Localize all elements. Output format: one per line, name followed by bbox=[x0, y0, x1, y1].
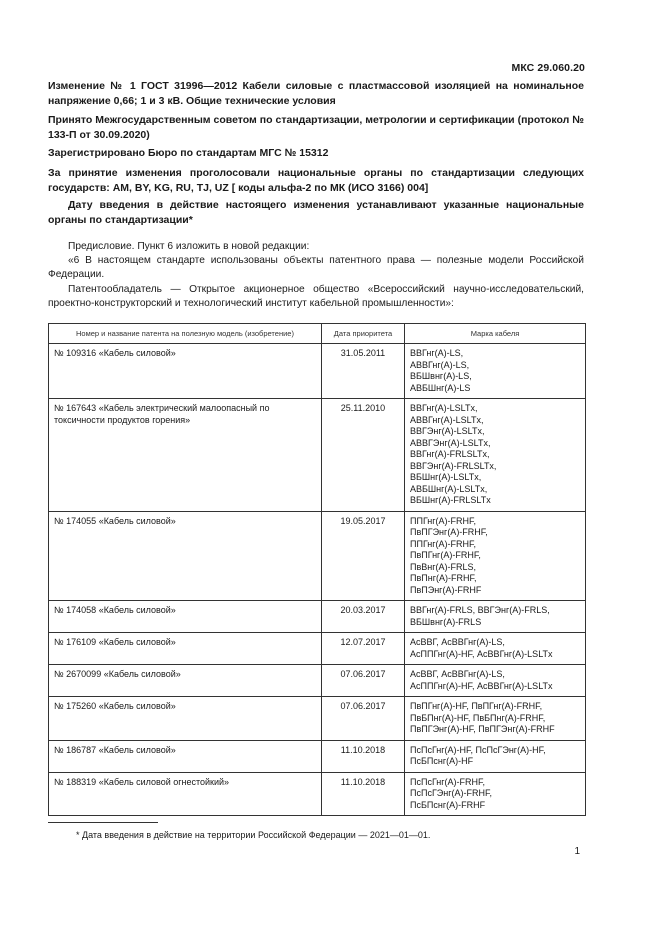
cable-brand: АВВГнг(А)-LS, bbox=[410, 359, 470, 370]
table-row bbox=[49, 601, 586, 633]
table-row bbox=[49, 697, 586, 741]
priority-date-cell: 19.05.2017 bbox=[322, 511, 405, 601]
cable-brand: ВВГЭнг(А)-LSLTx, bbox=[410, 426, 485, 436]
cable-brand: АсВВГ, АсВВГнг(А)-LS, bbox=[410, 669, 505, 679]
cable-brand: ПвПГнг(А)-FRHF, bbox=[410, 550, 481, 560]
voting-statement: За принятие изменения проголосовали национальные органы по стандартизации следующих государств: AM, BY, KG, RU, TJ, UZ [ коды альфа-2 по МК (ИСО 3166) 004] bbox=[48, 167, 584, 194]
cable-brand: ПвВнг(А)-FRLS, bbox=[410, 561, 477, 572]
footnote: * Дата введения в действие на территории Российской Федерации — 2021—01—01. bbox=[76, 830, 431, 840]
cable-brand-cell bbox=[405, 344, 586, 399]
cable-brand: ПвПГЭнг(А)-HF, ПвПГЭнг(А)-FRHF bbox=[410, 724, 555, 734]
patents-table bbox=[48, 323, 586, 816]
cable-brand: АВБШнг(А)-LSLTx, bbox=[410, 483, 488, 494]
table-header-row bbox=[49, 324, 586, 344]
cable-brand: ПсПсГнг(А)-HF, ПсПсГЭнг(А)-HF, bbox=[410, 744, 546, 755]
priority-date-cell: 07.06.2017 bbox=[322, 665, 405, 697]
header-cable-brand: Марка кабеля bbox=[405, 324, 586, 344]
cable-brand: ВВГЭнг(А)-FRLSLTx, bbox=[410, 460, 497, 471]
cable-brand: ПвПнг(А)-FRHF, bbox=[410, 573, 477, 583]
cable-brand: ВБШнг(А)-LSLTx, bbox=[410, 472, 482, 482]
cable-brand: ППГнг(А)-FRHF, bbox=[410, 538, 477, 549]
cable-brand: ВВГнг(А)-LS, bbox=[410, 348, 464, 358]
table-row bbox=[49, 344, 586, 399]
patent-cell: № 175260 «Кабель силовой» bbox=[49, 697, 322, 741]
cable-brand: ПсПсГЭнг(А)-FRHF, bbox=[410, 788, 493, 798]
cable-brand: ПсБПснг(А)-HF bbox=[410, 756, 474, 766]
adopted-statement: Принято Межгосударственным советом по стандартизации, метрологии и сертификации (протокол № 133-П от 30.09.2020) bbox=[48, 114, 584, 141]
cable-brand-cell bbox=[405, 601, 586, 633]
table-row bbox=[49, 399, 586, 512]
cable-brand: ВБШвнг(А)-LS, bbox=[410, 371, 472, 381]
priority-date-cell: 12.07.2017 bbox=[322, 633, 405, 665]
table-row bbox=[49, 511, 586, 601]
priority-date-cell: 11.10.2018 bbox=[322, 772, 405, 816]
cable-brand-cell bbox=[405, 633, 586, 665]
preface-paragraph: Предисловие. Пункт 6 изложить в новой редакции: bbox=[68, 241, 310, 252]
cable-brand: ВВГнг(А)-LSLTx, bbox=[410, 403, 478, 413]
header-patent: Номер и название патента на полезную модель (изобретение) bbox=[49, 324, 322, 344]
cable-brand: ПвПГнг(А)-HF, ПвПГнг(А)-FRHF, bbox=[410, 701, 543, 711]
change-title: Изменение № 1 ГОСТ 31996—2012 Кабели силовые с пластмассовой изоляцией на номинальное напряжение 0,66; 1 и 3 кВ. Общие технические условия bbox=[48, 80, 584, 107]
cable-brand: ПвПГЭнг(А)-FRHF, bbox=[410, 527, 488, 537]
cable-brand-cell bbox=[405, 740, 586, 772]
item-6-paragraph: «6 В настоящем стандарте использованы объекты патентного права — полезные модели Российской Федерации. bbox=[48, 255, 584, 280]
patent-cell: № 174058 «Кабель силовой» bbox=[49, 601, 322, 633]
cable-brand: ППГнг(А)-FRHF, bbox=[410, 515, 477, 526]
patent-cell: № 167643 «Кабель электрический малоопасный по токсичности продуктов горения» bbox=[49, 399, 322, 512]
patent-cell: № 188319 «Кабель силовой огнестойкий» bbox=[49, 772, 322, 816]
cable-brand-cell bbox=[405, 697, 586, 741]
table-row bbox=[49, 633, 586, 665]
cable-brand: АВБШнг(А)-LS bbox=[410, 382, 471, 393]
page-number: 1 bbox=[574, 846, 580, 857]
classification-code: МКС 29.060.20 bbox=[511, 62, 585, 74]
cable-brand: ПсБПснг(А)-FRHF bbox=[410, 799, 486, 810]
effective-date-statement: Дату введения в действие настоящего изменения устанавливают указанные национальные органы по стандартизации* bbox=[48, 199, 584, 226]
priority-date-cell: 11.10.2018 bbox=[322, 740, 405, 772]
cable-brand-cell bbox=[405, 772, 586, 816]
patent-cell: № 174055 «Кабель силовой» bbox=[49, 511, 322, 601]
patent-cell: № 176109 «Кабель силовой» bbox=[49, 633, 322, 665]
registration-statement: Зарегистрировано Бюро по стандартам МГС № 15312 bbox=[48, 147, 329, 159]
priority-date-cell: 31.05.2011 bbox=[322, 344, 405, 399]
patent-holder-paragraph: Патентообладатель — Открытое акционерное общество «Всероссийский научно-исследовательский, проектно-конструкторский и технологический институт кабельной промышленности»: bbox=[48, 284, 584, 309]
cable-brand: АВВГнг(А)-LSLTx, bbox=[410, 414, 484, 425]
cable-brand: ПсПсГнг(А)-FRHF, bbox=[410, 776, 486, 787]
footnote-divider bbox=[48, 822, 158, 823]
patent-cell: № 186787 «Кабель силовой» bbox=[49, 740, 322, 772]
cable-brand: АсВВГ, АсВВГнг(А)-LS, bbox=[410, 637, 505, 647]
header-priority-date: Дата приоритета bbox=[322, 324, 405, 344]
priority-date-cell: 07.06.2017 bbox=[322, 697, 405, 741]
cable-brand-cell bbox=[405, 665, 586, 697]
patent-cell: № 2670099 «Кабель силовой» bbox=[49, 665, 322, 697]
table-row bbox=[49, 740, 586, 772]
cable-brand-cell bbox=[405, 399, 586, 512]
cable-brand: АсППГнг(А)-HF, АсВВГнг(А)-LSLTx bbox=[410, 680, 553, 691]
patent-cell: № 109316 «Кабель силовой» bbox=[49, 344, 322, 399]
cable-brand: ВБШнг(А)-FRLSLTx bbox=[410, 495, 491, 505]
table-row bbox=[49, 665, 586, 697]
cable-brand: АВВГЭнг(А)-LSLTx, bbox=[410, 437, 491, 448]
priority-date-cell: 20.03.2017 bbox=[322, 601, 405, 633]
cable-brand: ПвПЭнг(А)-FRHF bbox=[410, 584, 482, 595]
cable-brand: АсППГнг(А)-HF, АсВВГнг(А)-LSLTx bbox=[410, 648, 553, 659]
cable-brand-cell bbox=[405, 511, 586, 601]
cable-brand: ВБШвнг(А)-FRLS bbox=[410, 616, 482, 627]
cable-brand: ВВГнг(А)-FRLS, ВВГЭнг(А)-FRLS, bbox=[410, 605, 550, 615]
table-row bbox=[49, 772, 586, 816]
cable-brand: ВВГнг(А)-FRLSLTx, bbox=[410, 449, 490, 459]
priority-date-cell: 25.11.2010 bbox=[322, 399, 405, 512]
cable-brand: ПвБПнг(А)-HF, ПвБПнг(А)-FRHF, bbox=[410, 712, 546, 723]
